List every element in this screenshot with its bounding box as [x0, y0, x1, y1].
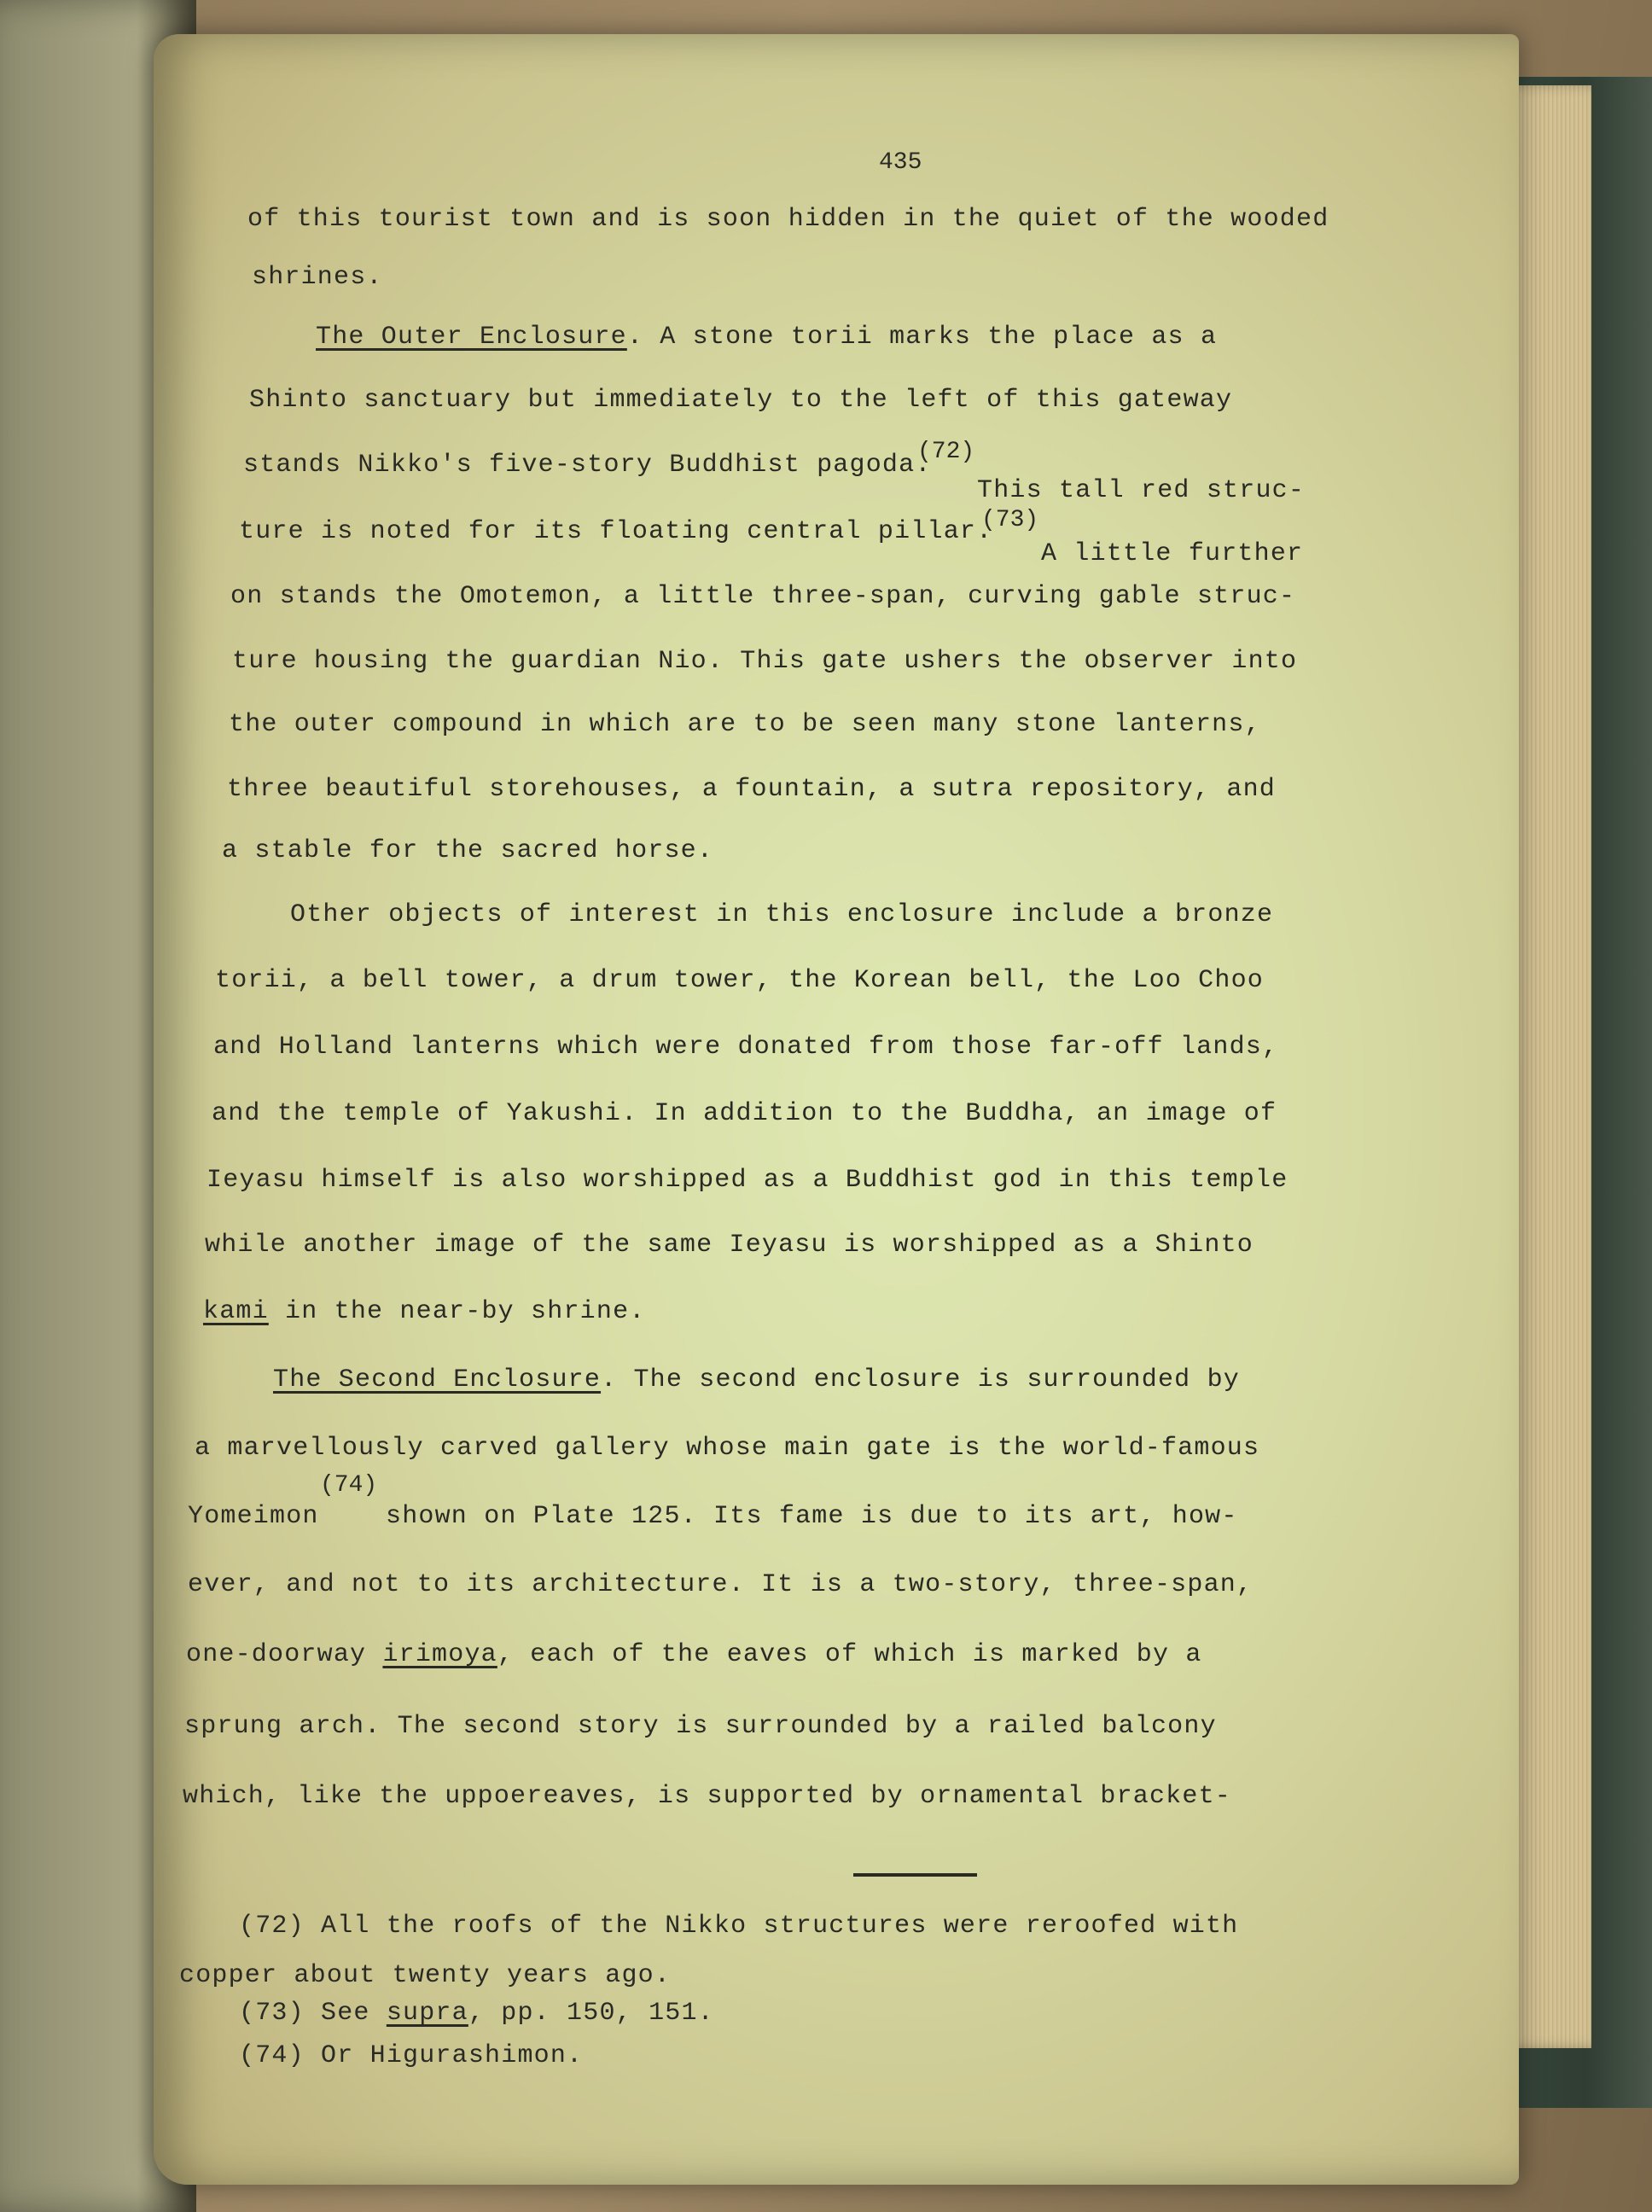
typed-page: [154, 34, 1519, 2185]
text-line: shown on Plate 125. Its fame is due to its art, how-: [386, 1502, 1238, 1531]
footnote-mark-74: (74): [320, 1472, 378, 1499]
footnote-72-line-2: copper about twenty years ago.: [179, 1961, 672, 1990]
text-line: This tall red struc-: [977, 476, 1306, 505]
text-span: one-doorway: [186, 1640, 383, 1669]
text-line: a stable for the sacred horse.: [222, 836, 714, 865]
text-line: and the temple of Yakushi. In addition to the Buddha, an image of: [212, 1099, 1277, 1128]
text-line: the outer compound in which are to be seen many stone lanterns,: [229, 710, 1261, 739]
text-line: shrines.: [252, 263, 383, 292]
italic-term-irimoya: irimoya: [382, 1640, 497, 1669]
text-line: [203, 1297, 645, 1326]
text-line: of this tourist town and is soon hidden in the quiet of the wooded: [247, 205, 1329, 234]
text-line: which, like the uppoereaves, is supported by ornamental bracket-: [183, 1782, 1231, 1811]
footnote-72-line-1: (72) All the roofs of the Nikko structures were reroofed with: [239, 1912, 1239, 1941]
text-line: on stands the Omotemon, a little three-span, curving gable struc-: [230, 582, 1296, 611]
text-line: Shinto sanctuary but immediately to the left of this gateway: [249, 386, 1233, 415]
text-line: torii, a bell tower, a drum tower, the Korean bell, the Loo Choo: [215, 966, 1264, 995]
text-line: Yomeimon: [188, 1502, 319, 1531]
text-line: A little further: [1041, 539, 1304, 568]
text-line: Other objects of interest in this enclosure include a bronze: [290, 900, 1274, 929]
text-span: , each of the eaves of which is marked by a: [497, 1640, 1202, 1669]
text-span: . A stone torii marks the place as a: [626, 323, 1218, 352]
text-line: stands Nikko's five-story Buddhist pagoda.: [243, 451, 932, 480]
footnote-73: [239, 1999, 714, 2028]
text-span: , pp. 150, 151.: [468, 1999, 714, 2028]
text-span: . The second enclosure is surrounded by: [601, 1365, 1240, 1394]
page-number: 435: [879, 149, 922, 176]
footnote-mark-73: (73): [981, 507, 1039, 533]
footnote-74: (74) Or Higurashimon.: [239, 2041, 584, 2070]
text-line: three beautiful storehouses, a fountain, a sutra repository, and: [227, 775, 1276, 804]
text-line: [186, 1640, 1202, 1669]
text-span: in the near-by shrine.: [268, 1297, 646, 1326]
text-span: (73) See: [239, 1999, 387, 2028]
section-heading-line: [316, 323, 1217, 352]
text-line: a marvellously carved gallery whose main gate is the world-famous: [195, 1434, 1260, 1463]
section-heading-second-enclosure: The Second Enclosure: [273, 1365, 602, 1394]
section-heading-outer-enclosure: The Outer Enclosure: [316, 323, 627, 352]
text-line: sprung arch. The second story is surrounded by a railed balcony: [184, 1712, 1217, 1741]
text-line: while another image of the same Ieyasu is worshipped as a Shinto: [205, 1231, 1254, 1260]
footnote-mark-72: (72): [917, 439, 975, 465]
text-line: ture housing the guardian Nio. This gate ushers the observer into: [232, 647, 1298, 676]
text-line: Ieyasu himself is also worshipped as a Buddhist god in this temple: [206, 1166, 1288, 1195]
text-line: and Holland lanterns which were donated from those far-off lands,: [213, 1033, 1279, 1062]
italic-term-supra: supra: [386, 1999, 468, 2028]
section-heading-line: [273, 1365, 1240, 1394]
footnote-separator: [853, 1873, 977, 1877]
italic-term-kami: kami: [203, 1297, 269, 1326]
text-line: ture is noted for its floating central pillar.: [239, 517, 993, 546]
text-line: ever, and not to its architecture. It is a two-story, three-span,: [188, 1570, 1254, 1599]
